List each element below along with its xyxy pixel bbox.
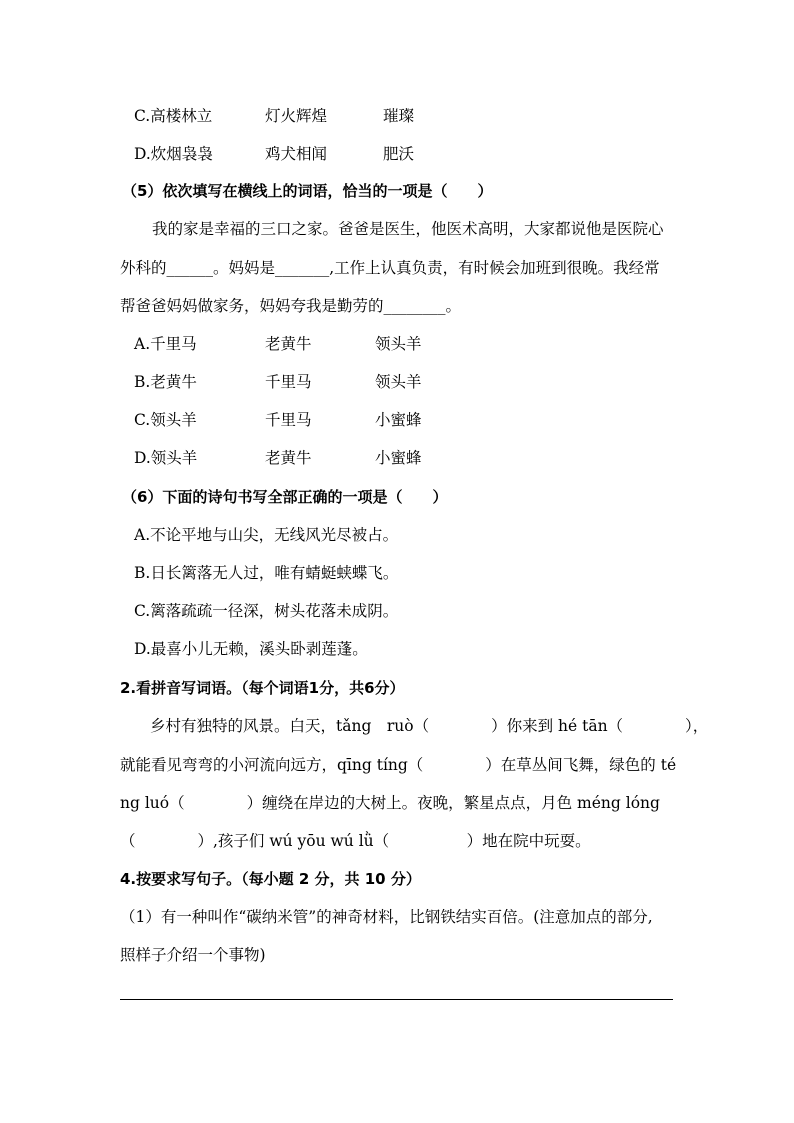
q5-option-a-word-3: 领头羊 (375, 335, 422, 353)
section-2-heading: 2.看拼音写词语。（每个词语1分，共6分） (120, 679, 405, 697)
q5-option-a-label: A.千里马 (134, 335, 197, 353)
q5-option-d-label: D.领头羊 (134, 449, 198, 467)
q6-option-a: A.不论平地与山尖，无线风光尽被占。 (134, 526, 399, 544)
q5-option-c-word-3: 小蜜蜂 (375, 411, 422, 429)
option-d-word-3: 肥沃 (383, 145, 415, 163)
q5-option-d-word-2: 老黄牛 (265, 449, 312, 467)
answer-line[interactable] (120, 999, 673, 1000)
option-d-label: D.炊烟袅袅 (134, 145, 213, 163)
option-c-word-2: 灯火辉煌 (265, 107, 328, 125)
q5-passage-line-3: 帮爸爸妈妈做家务，妈妈夸我是勤劳的________。 (120, 297, 462, 315)
q5-option-d-word-3: 小蜜蜂 (375, 449, 422, 467)
q6-question: （6）下面的诗句书写全部正确的一项是（ ） (122, 488, 448, 506)
q5-passage-line-2: 外科的______。妈妈是_______,工作上认真负责，有时候会加班到很晚。我经常 (120, 259, 660, 277)
section-4-q1-line-1: （1）有一种叫作“碳纳米管”的神奇材料，比钢铁结实百倍。(注意加点的部分, (120, 908, 653, 926)
option-c-label: C.高楼林立 (134, 107, 213, 125)
option-c-word-3: 璀璨 (383, 107, 415, 125)
option-d-word-2: 鸡犬相闻 (265, 145, 328, 163)
q6-option-d: D.最喜小儿无赖，溪头卧剥莲蓬。 (134, 640, 368, 658)
section-2-line-2: 就能看见弯弯的小河流向远方，qīng tíng（ ）在草丛间飞舞，绿色的 té (120, 756, 677, 774)
q5-option-c-word-2: 千里马 (265, 411, 312, 429)
q5-option-b-word-3: 领头羊 (375, 373, 422, 391)
q5-option-b-word-2: 千里马 (265, 373, 312, 391)
section-2-line-3: ng luó（ ）缠绕在岸边的大树上。夜晚，繁星点点，月色 méng lóng (120, 794, 660, 812)
section-2-line-1: 乡村有独特的风景。白天，tǎng ruò（ ）你来到 hé tān（ ）， (150, 717, 709, 735)
section-4-heading: 4.按要求写句子。（每小题 2 分，共 10 分） (120, 870, 421, 888)
q6-option-b: B.日长篱落无人过，唯有蜻蜓蛱蝶飞。 (134, 564, 399, 582)
q5-option-a-word-2: 老黄牛 (265, 335, 312, 353)
q5-passage-line-1: 我的家是幸福的三口之家。爸爸是医生，他医术高明，大家都说他是医院心 (152, 220, 664, 238)
section-2-line-4: （ ）,孩子们 wú yōu wú lǜ（ ）地在院中玩耍。 (120, 832, 591, 850)
q5-option-c-label: C.领头羊 (134, 411, 197, 429)
q5-option-b-label: B.老黄牛 (134, 373, 197, 391)
q5-question: （5）依次填写在横线上的词语，恰当的一项是（ ） (122, 182, 493, 200)
q6-option-c: C.篱落疏疏一径深，树头花落未成阴。 (134, 602, 399, 620)
section-4-q1-line-2: 照样子介绍一个事物) (120, 946, 266, 964)
